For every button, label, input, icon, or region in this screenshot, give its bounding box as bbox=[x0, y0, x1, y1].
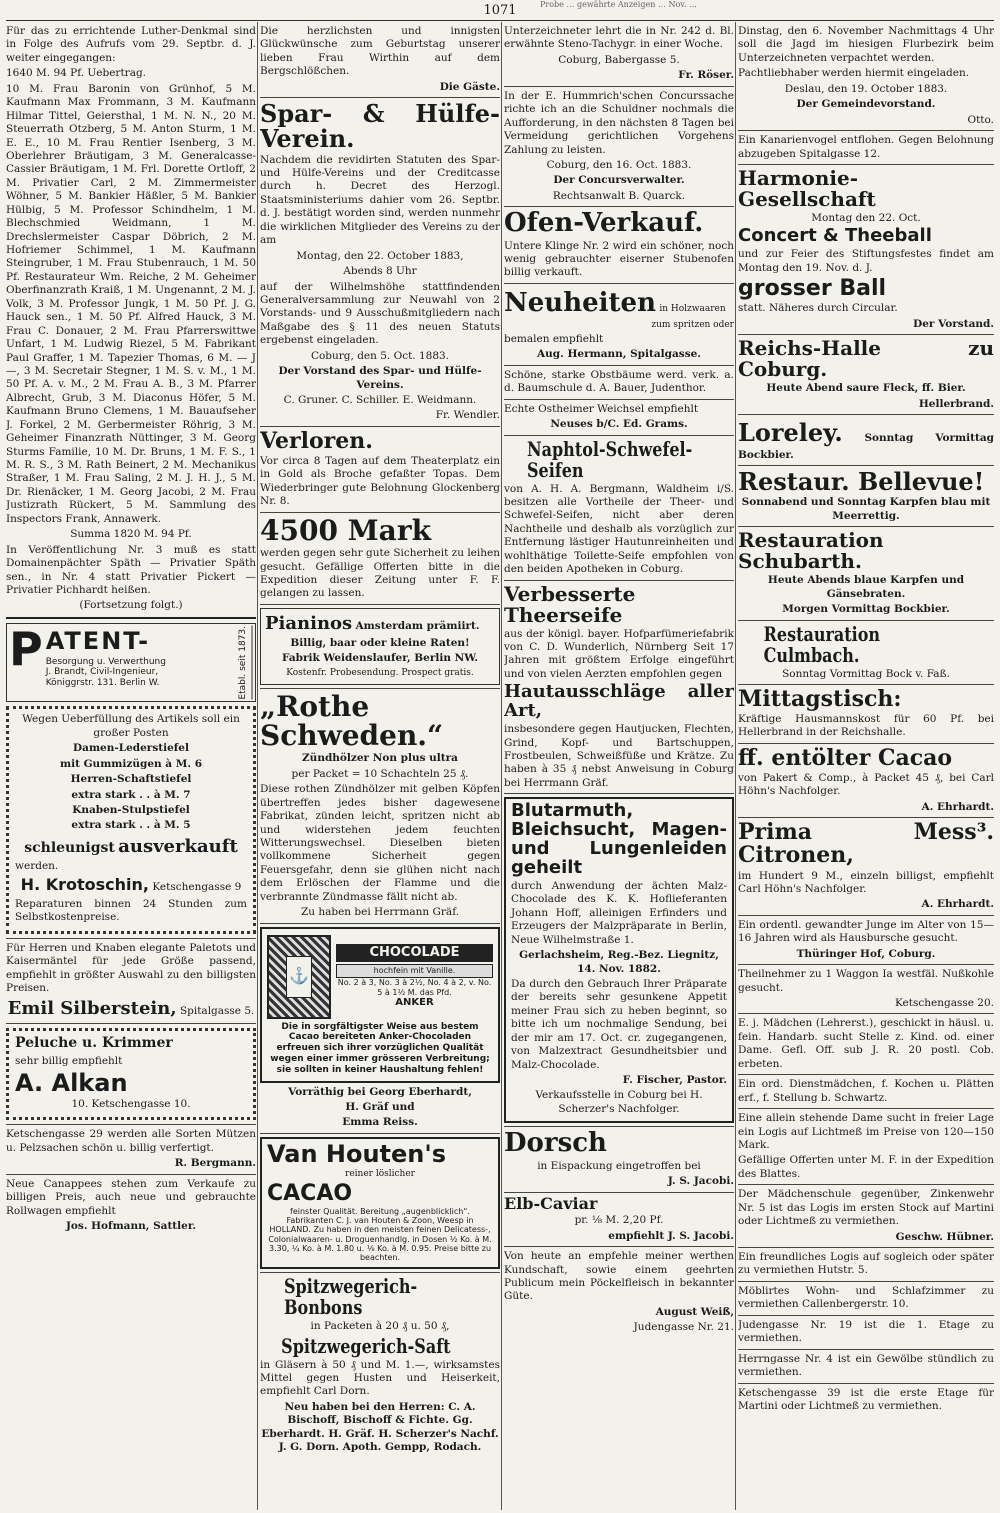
blutarmuth-ad bbox=[504, 797, 734, 1123]
anchor-logo bbox=[267, 935, 331, 1019]
theer-text: aus der königl. bayer. Hofparfümeriefabrik von C. D. Wunderlich, Nürnberg Seit 17 Jahren mit größtem Erfolge eingeführt und von vielen Aerzten empfohlen gegen bbox=[504, 627, 734, 680]
concurs-place: Coburg, den 16. Oct. 1883. bbox=[546, 158, 692, 171]
chocolade-ad bbox=[260, 927, 500, 1083]
haut-text: insbesondere gegen Hautjucken, Flechten, Grind, Kopf- und Bartschuppen, Frostbeulen, Schweißfüße und Krätze. Zu haben à 35 ₰ nebst Anweisung in Coburg bei Herrmann Gräf. bbox=[504, 723, 734, 789]
cacao-title: ff. entölter Cacao bbox=[738, 744, 953, 771]
patent-ad bbox=[6, 623, 256, 703]
citronen-title: Prima Mess³. Citronen, bbox=[738, 819, 994, 869]
mittagstisch-title: Mittagstisch: bbox=[738, 685, 902, 712]
verloren-title: Verloren. bbox=[260, 427, 373, 454]
verloren-text: Vor circa 8 Tagen auf dem Theaterplatz ein in Gold als Broche gefaßter Topas. Dem Wiederbringer gute Belohnung Glockenberg Nr. 8. bbox=[260, 454, 500, 508]
loreley-title: Loreley. bbox=[738, 417, 843, 447]
spar-text-2: auf der Wilhelmshöhe stattfindenden Generalversammlung zur Neuwahl von 2 Vorstands- und 9 Ausschußmitgliedern nach Maßgabe des § 11 des neuen Statuts ergebenst eingeladen. bbox=[260, 280, 500, 347]
piano-city: Amsterdam prämiirt. bbox=[355, 619, 480, 632]
divider bbox=[738, 164, 994, 165]
divider bbox=[738, 414, 994, 415]
cacao-name: A. Ehrhardt. bbox=[921, 800, 994, 813]
chocolade-brand: ANKER bbox=[395, 996, 434, 1008]
cacao-text: von Pakert & Comp., à Packet 45 ₰, bei Carl Höhn's Nachfolger. bbox=[738, 772, 994, 798]
divider bbox=[6, 617, 256, 619]
caviar-text: pr. ⅛ M. 2,20 Pf. bbox=[574, 1214, 664, 1227]
blutarmuth-place: Gerlachsheim, Reg.-Bez. Liegnitz, 14. Nov. 1882. bbox=[519, 949, 719, 975]
etage-text: Ketschengasse 39 ist die erste Etage für Martini oder Lichtmeß zu vermiethen. bbox=[738, 1386, 994, 1412]
krotoschin-repair: Reparaturen binnen 24 Stunden zum Selbstkostenpreise. bbox=[15, 897, 247, 924]
luther-sum-carry: 1640 M. 94 Pf. Uebertrag. bbox=[6, 67, 147, 80]
column-divider bbox=[257, 22, 258, 1510]
schweden-subtitle: Zündhölzer Non plus ultra bbox=[302, 752, 458, 765]
divider bbox=[260, 512, 500, 513]
weichsel-name: Neuses b/C. Ed. Grams. bbox=[550, 418, 688, 431]
top-rule bbox=[6, 20, 994, 21]
logis-text: Ein freundliches Logis auf sogleich oder später zu vermiethen Hutstr. 5. bbox=[738, 1251, 994, 1277]
krotoschin-intro: Wegen Ueberfüllung des Artikels soll ein großer Posten bbox=[22, 713, 240, 739]
spar-place: Coburg, den 5. Oct. 1883. bbox=[310, 349, 450, 362]
patent-line: Königgrstr. 131. Berlin W. bbox=[45, 678, 160, 689]
bergmann-text: Ketschengasse 29 werden alle Sorten Mützen u. Pelzsachen schön u. billig verfertigt. bbox=[6, 1128, 256, 1154]
culmbach-title: Restauration Culmbach. bbox=[763, 621, 881, 667]
divider bbox=[260, 97, 500, 98]
chocolade-title: CHOCOLADE bbox=[336, 944, 493, 963]
schubarth-text-2: Morgen Vormittag Bockbier. bbox=[782, 603, 950, 616]
van-houten-cacao: CACAO bbox=[267, 1180, 353, 1206]
harmonie-title: Harmonie-Gesellschaft bbox=[738, 165, 876, 211]
maedchen-text: E. j. Mädchen (Lehrerst.), geschickt in häusl. u. fein. Handarb. sucht Stelle z. Kind. od. einer Dame. Gefl. Off. sub J. R. 20 postl. Cob. erbeten. bbox=[738, 1017, 994, 1070]
spar-sign: Der Vorstand des Spar- und Hülfe-Vereins. bbox=[278, 365, 482, 391]
etage-text: Judengasse Nr. 19 ist die 1. Etage zu vermiethen. bbox=[738, 1318, 994, 1345]
spitz-list: Neu haben bei den Herren: C. A. Bischoff, Bischoff & Fichte. Gg. Eberhardt. H. Gräf. H. Scherzer's Nachf. J. G. Dorn. Apoth. Gempp, Rodach. bbox=[261, 1400, 499, 1454]
reichs-text: Heute Abend saure Fleck, ff. Bier. bbox=[766, 382, 966, 395]
krotoschin-item: extra stark . . à M. 5 bbox=[71, 819, 191, 832]
harmonie-date: Montag den 22. Oct. bbox=[811, 211, 921, 224]
steno-address: Coburg, Babergasse 5. bbox=[558, 53, 680, 66]
top-strip: Probe … gewährte Anzeigen … Nov. … bbox=[540, 0, 697, 9]
krotoschin-sale-word: schleunigst bbox=[24, 839, 115, 856]
divider bbox=[6, 1023, 256, 1024]
column-divider bbox=[501, 22, 502, 1510]
luther-correction: In Veröffentlichung Nr. 3 muß es statt Domainenpächter Späth — Privatier Späth sen., in Nr. 4 statt Privatier Pickert — Privatier Pichhardt heißen. bbox=[6, 543, 256, 596]
mittagstisch-text: Kräftige Hausmannskost für 60 Pf. bei Hellerbrand in der Reichshalle. bbox=[738, 713, 994, 739]
concurs-name: Rechtsanwalt B. Quarck. bbox=[552, 189, 686, 202]
caviar-title: Elb-Caviar bbox=[504, 1193, 598, 1213]
dorsch-name: J. S. Jacobi. bbox=[667, 1175, 734, 1188]
weichsel-text: Echte Ostheimer Weichsel empfiehlt bbox=[504, 402, 699, 415]
patent-established: Etabl. seit 1873. bbox=[236, 626, 253, 700]
blutarmuth-sign: F. Fischer, Pastor. bbox=[622, 1074, 727, 1087]
divider bbox=[738, 964, 994, 965]
divider bbox=[6, 938, 256, 939]
luther-intro: Für das zu errichtende Luther-Denkmal sind in Folge des Aufrufs vom 29. Septbr. d. J. weiter eingegangen: bbox=[6, 25, 256, 64]
bellevue-title: Restaur. Bellevue! bbox=[738, 467, 985, 497]
silberstein-text: Für Herren und Knaben elegante Paletots und Kaisermäntel für jede Größe passend, empfiehlt in größter Auswahl zu den billigsten Preisen. bbox=[6, 941, 256, 994]
divider bbox=[504, 580, 734, 581]
divider bbox=[260, 604, 500, 605]
column-3 bbox=[504, 25, 734, 1511]
krotoschin-item: extra stark . . à M. 7 bbox=[71, 788, 191, 801]
jagd-name: Otto. bbox=[967, 113, 994, 126]
van-houten-ad bbox=[260, 1137, 500, 1269]
haut-title: Hautausschläge aller Art, bbox=[504, 681, 734, 722]
harmonie-text-2: statt. Näheres durch Circular. bbox=[738, 302, 898, 315]
ofen-title: Ofen-Verkauf. bbox=[504, 208, 704, 239]
obst-text: Schöne, starke Obstbäume werd. verk. a. d. Baumschule d. A. Bauer, Judenthor. bbox=[504, 368, 734, 395]
dorsch-text: in Eispackung eingetroffen bei bbox=[537, 1159, 701, 1172]
divider bbox=[738, 1013, 994, 1014]
divider bbox=[738, 1247, 994, 1248]
patent-line: Besorgung u. Verwerthung bbox=[45, 656, 166, 667]
divider bbox=[504, 86, 734, 87]
alkan-line: Peluche u. Krimmer bbox=[15, 1035, 173, 1052]
van-houten-text: feinster Qualität. Bereitung „augenblicklich“. Fabrikanten C. J. van Houten & Zoon, Weesp in HOLLAND. Zu haben in den meisten feinen Delicatess-, Colonialwaaren- u. Droguenhandlg. in Dosen ½ Ko. à M. 3.30, ¼ Ko. à M. 1.80 u. ⅛ Ko. à M. 0.95. Preise bitte zu beachten. bbox=[268, 1206, 492, 1262]
divider bbox=[504, 1192, 734, 1193]
weiss-text: Von heute an empfehle meiner werthen Kundschaft, sowie einem geehrten Publicum mein Pöckelfleisch in bekannter Güte. bbox=[504, 1250, 734, 1303]
spar-text: Nachdem die revidirten Statuten des Spar- und Hülfe-Vereins und der Creditcasse durch h. Decret des Herzogl. Staatsministeriums dahier vom 26. Septbr. d. J. bestätigt worden sind, werden nunmehr die wirklichen Mitglieder des Vereins zu der am bbox=[260, 153, 500, 247]
alkan-ad bbox=[6, 1028, 256, 1120]
jagd-text-2: Pachtliebhaber werden hiermit eingeladen. bbox=[738, 67, 970, 80]
divider bbox=[504, 1126, 734, 1127]
zimmer-text: Möblirtes Wohn- und Schlafzimmer zu vermiethen Callenbergerstr. 10. bbox=[738, 1284, 994, 1311]
divider bbox=[504, 206, 734, 207]
theilnehmer-text: Theilnehmer zu 1 Waggon Ia westfäl. Nußkohle gesucht. bbox=[738, 968, 994, 994]
citronen-text: im Hundert 9 M., einzeln billigst, empfiehlt Carl Höhn's Nachfolger. bbox=[738, 869, 994, 895]
divider bbox=[738, 465, 994, 466]
neuheiten-text: bemalen empfiehlt bbox=[504, 332, 604, 345]
page-number: 1071 bbox=[483, 3, 517, 18]
chocolade-subtitle: hochfein mit Vanille. bbox=[336, 964, 493, 978]
steno-text: Unterzeichneter lehrt die in Nr. 242 d. Bl. erwähnte Steno-Tachygr. in einer Woche. bbox=[504, 25, 734, 51]
spar-time: Abends 8 Uhr bbox=[343, 265, 417, 278]
logis-name: Geschw. Hübner. bbox=[895, 1230, 994, 1243]
blutarmuth-title: Blutarmuth, Bleichsucht, Magen- und Lungenleiden geheilt bbox=[511, 800, 727, 878]
hofmann-text: Neue Canappees stehen zum Verkaufe zu billigen Preis, auch neue und gebrauchte Rollwagen empfiehlt bbox=[6, 1177, 256, 1217]
chocolade-sold: Vorräthig bei Georg Eberhardt, bbox=[288, 1085, 472, 1098]
luther-sum-total: Summa 1820 M. 94 Pf. bbox=[70, 528, 192, 541]
divider bbox=[6, 1174, 256, 1175]
mark-title: 4500 Mark bbox=[260, 513, 431, 547]
schweden-price: per Packet = 10 Schachteln 25 ₰. bbox=[291, 767, 469, 780]
krotoschin-item: Herren-Schaftstiefel bbox=[70, 773, 192, 786]
silberstein-name: Emil Silberstein, bbox=[7, 998, 177, 1020]
culmbach-text: Sonntag Vormittag Bock v. Faß. bbox=[782, 667, 950, 680]
naphtol-title: Naphtol-Schwefel-Seifen bbox=[527, 436, 693, 482]
spitz-text: in Gläsern à 50 ₰ und M. 1.—, wirksamstes Mittel gegen Husten und Heiserkeit, empfiehlt Carl Dorn. bbox=[260, 1358, 500, 1398]
logis-text-2: Gefällige Offerten unter M. F. in der Expedition des Blattes. bbox=[738, 1154, 994, 1180]
logis-text: Der Mädchenschule gegenüber, Zinkenwehr Nr. 5 ist das Logis im ersten Stock auf Martini oder Lichtmeß zu vermiethen. bbox=[738, 1188, 994, 1228]
neuheiten-name: Aug. Hermann, Spitalgasse. bbox=[537, 348, 701, 361]
chocolade-numbers: No. 2 à 3, No. 3 à 2½, No. 4 à 2, v. No. 5 à 1½ M. das Pfd. bbox=[337, 978, 492, 997]
piano-title: Pianinos bbox=[265, 612, 353, 634]
luther-donor-list: 10 M. Frau Baronin von Grünhof, 5 M. Kaufmann Max Frommann, 3 M. Kaufmann Hilmar Tittel, Geiersthal, 1 M. N. N., 20 M. Steuerrath Otzberg, 5 M. Anton Sturm, 1 M. E. E., 10 M. Frau Rentier Isenberg, 3 M. Oberlehrer Bräutigam, 3 M. Generalcasse-Cassier Bräutigam, 1 M. Frl. Dorette Ortloff, 2 M. Privatier Carl, 2 M. Zimmermeister Wöhner, 5 M. Bankier Häßler, 5 M. Bankier Hülbig, 5 M. Professor Schindhelm, 1 M. Blechschmied Weidmann, 1 M. Drechslermeister Caspar Döbrich, 2 M. Hofriemer Schimmel, 1 M. Kaufmann Steingruber, 1 M. Frau Stubenrauch, 1 M. 50 Pf. Restaurateur Wm. Reiche, 2 M. Geheimer Oberfinanzrath Kraiß, 1 M. Ungenannt, 2 M. J. Volk, 3 M. Professor Jungk, 1 M. 50 Pf. J. G. Hauck sen., 1 M. 50 Pf. Alfred Hauck, 3 M. Frau C. Donauer, 2 M. Frau Pfarrerswittwe Unfart, 1 M. Ludwig Riezel, 5 M. Fabrikant Paul Graffer, 1 M. Tapezier Thomas, 6 M. — J —, 3 M. Secretair Stegner, 1 M. S. v. M., 1 M. 50 Pf. A. v. M., 2 M. Frau A. B., 3 M. Pfarrer Albrecht, Grub, 3 M. Diaconus Höfer, 5 M. Kaufmann Bruno Clemens, 1 M. Bauaufseher J. Forkel, 2 M. Gerbermeister Röhrig, 3 M. Geheimer Finanzrath Nüttinger, 3 M. Georg Sturms Familie, 10 M. Dr. Bruns, 1 M. F. S., 1 M. R. S., 3 M. Rath Beinert, 2 M. Mechanikus Straßer, 1 M. Frau Saling, 2 M. J. H. J., 5 M. Dr. Rienäcker, 1 M. Georg Jacobi, 2 M. Frau Justizrath Rückert, 5 M. Sammlung des Inspectors Frank, Annawerk. bbox=[6, 82, 256, 525]
patent-word: ATENT- bbox=[45, 626, 151, 655]
krotoschin-ad bbox=[6, 706, 256, 933]
harmonie-ball: grosser Ball bbox=[738, 276, 887, 302]
spar-title: Spar- & Hülfe-Verein. bbox=[260, 99, 500, 154]
divider bbox=[504, 283, 734, 284]
schubarth-text: Heute Abends blaue Karpfen und Gänsebraten. bbox=[767, 574, 965, 600]
spar-date: Montag, den 22. October 1883, bbox=[296, 249, 464, 262]
weiss-name: August Weiß, bbox=[655, 1305, 734, 1318]
divider bbox=[738, 684, 994, 685]
loreley-text: Sonntag Vormittag Bockbier. bbox=[738, 431, 994, 461]
divider bbox=[504, 435, 734, 436]
divider bbox=[738, 743, 994, 744]
schweden-text: Diese rothen Zündhölzer mit gelben Köpfen übertreffen jedes bisher dagewesene Fabrikat, zünden leicht, spritzen nicht ab und widerstehen jedem feuchten Witterungswechsel. Dieselben bieten vollkommene Sicherheit gegen Feuersgefahr, denn sie glühen nicht nach dem Erlöschen der Flamme und die verbrannte Zündmasse fällt nicht ab. bbox=[260, 783, 500, 903]
divider bbox=[738, 1315, 994, 1316]
spar-names: Fr. Wendler. bbox=[435, 409, 500, 422]
column-2 bbox=[260, 25, 500, 1511]
divider bbox=[260, 923, 500, 924]
krotoschin-item: Damen-Lederstiefel bbox=[73, 742, 189, 755]
van-houten-subtitle: reiner löslicher bbox=[345, 1169, 415, 1180]
dienstmaedchen-text: Ein ord. Dienstmädchen, f. Kochen u. Plätten erf., f. Stellung b. Schwartz. bbox=[738, 1078, 994, 1104]
divider bbox=[504, 365, 734, 366]
harmonie-text: und zur Feier des Stiftungsfestes findet am Montag den 19. Nov. d. J. bbox=[738, 248, 994, 274]
piano-line: Fabrik Weidenslaufer, Berlin NW. bbox=[281, 652, 479, 665]
bellevue-text: Sonnabend und Sonntag Karpfen blau mit Meerrettig. bbox=[741, 496, 991, 522]
hofmann-name: Jos. Hofmann, Sattler. bbox=[65, 1220, 197, 1233]
logis-text: Eine allein stehende Dame sucht in freier Lage ein Logis auf Lichtmeß im Preise von 120—150 Mark. bbox=[738, 1112, 994, 1151]
divider bbox=[504, 1246, 734, 1247]
divider bbox=[738, 620, 994, 621]
divider bbox=[6, 1124, 256, 1125]
krotoschin-item: Knaben-Stulpstiefel bbox=[72, 803, 190, 816]
spitz-title-2: Spitzwegerich-Saft bbox=[281, 1333, 451, 1358]
patent-logo: P bbox=[9, 621, 43, 676]
divider bbox=[260, 1133, 500, 1134]
weiss-address: Judengasse Nr. 21. bbox=[633, 1321, 734, 1334]
jagd-place: Deslau, den 19. October 1883. bbox=[784, 82, 948, 95]
schweden-title: „Rothe Schweden.“ bbox=[260, 689, 444, 752]
blutarmuth-text: durch Anwendung der ächten Malz-Chocolade des K. K. Hoflieferanten Johann Hoff, alleinigen Erfinders und Erzeugers der Malzpräparate in Berlin, Neue Wilhelmstraße 1. bbox=[511, 879, 727, 946]
van-houten-title: Van Houten's bbox=[267, 1139, 447, 1168]
silberstein-address: Spitalgasse 5. bbox=[179, 1005, 255, 1018]
concurs-text: In der E. Hummrich'schen Concurssache richte ich an die Schuldner nochmals die Aufforderung, in den nächsten 8 Tagen bei Vermeidung gerichtlichen Vorgehens Zahlung zu leisten. bbox=[504, 89, 734, 156]
spitz-title: Spitzwegerich-Bonbons bbox=[284, 1274, 418, 1320]
naphtol-text: von A. H. A. Bergmann, Waldheim i/S. besitzen alle Vortheile der Theer- und Schwefel-Seifen, nicht aber deren Nachtheile und deshalb als vorzüglich zur Entfernung lästiger Hautunreinheiten und wohlthätige Toilette-Seife empfohlen von den beiden Apotheken in Coburg. bbox=[504, 482, 734, 576]
krotoschin-name: H. Krotoschin, bbox=[20, 875, 149, 895]
divider bbox=[738, 334, 994, 335]
anchor-icon: ⚓ bbox=[286, 956, 312, 998]
bergmann-name: R. Bergmann. bbox=[174, 1157, 256, 1170]
alkan-name: A. Alkan bbox=[15, 1068, 128, 1097]
caviar-name: empfiehlt J. S. Jacobi. bbox=[608, 1229, 734, 1242]
divider bbox=[738, 817, 994, 818]
krotoschin-werden: werden. bbox=[15, 859, 59, 872]
krotoschin-address: Ketschengasse 9 bbox=[152, 881, 242, 894]
divider bbox=[738, 1184, 994, 1185]
wishes-text: Die herzlichsten und innigsten Glückwünsche zum Geburtstag unserer lieben Frau Wirthin auf dem Bergschlößchen. bbox=[260, 25, 500, 78]
patent-line: J. Brandt, Civil-Ingenieur, bbox=[45, 667, 159, 678]
jagd-text: Dinstag, den 6. November Nachmittags 4 Uhr soll die Jagd im hiesigen Flurbezirk beim Unterzeichneten verpachtet werden. bbox=[738, 25, 994, 64]
krotoschin-sale-word: ausverkauft bbox=[118, 835, 238, 857]
concurs-sign: Der Concursverwalter. bbox=[553, 174, 685, 187]
divider bbox=[738, 1349, 994, 1350]
steno-name: Fr. Röser. bbox=[678, 69, 734, 82]
divider bbox=[738, 1108, 994, 1109]
blutarmuth-sold: Verkaufsstelle in Coburg bei H. Scherzer's Nachfolger. bbox=[535, 1089, 703, 1115]
wishes-sign: Die Gäste. bbox=[439, 80, 500, 93]
divider bbox=[260, 1272, 500, 1273]
column-4 bbox=[738, 25, 994, 1511]
schubarth-title: Restauration Schubarth. bbox=[738, 528, 884, 574]
neuheiten-side: zum spritzen oder bbox=[651, 320, 734, 331]
harmonie-concert: Concert & Theeball bbox=[738, 225, 932, 247]
neuheiten-side: in Holzwaaren bbox=[659, 303, 726, 314]
spar-names: C. Gruner. C. Schiller. E. Weidmann. bbox=[283, 394, 477, 406]
chocolade-text: Die in sorgfältigster Weise aus bestem Cacao bereiteten Anker-Chocoladen erfreuen sich ihrer vorzüglichen Qualität wegen einer immer grösseren Verbreitung; sie sollten in keiner Haushaltung fehlen! bbox=[270, 1021, 490, 1075]
divider bbox=[504, 793, 734, 794]
luther-continued: (Fortsetzung folgt.) bbox=[79, 599, 183, 612]
junge-name: Thüringer Hof, Coburg. bbox=[796, 947, 936, 960]
divider bbox=[260, 426, 500, 427]
column-divider bbox=[735, 22, 736, 1510]
blutarmuth-letter: Da durch den Gebrauch Ihrer Präparate der bereits sehr gesunkene Appetit meiner Frau sich zu heben beginnt, so bitte ich um nochmalige Sendung, bei der mir am 17. Oct. cr. zugegangenen, von Malzextract Gesundheitsbier und Malz-Chocolade. bbox=[511, 977, 727, 1071]
harmonie-sign: Der Vorstand. bbox=[913, 317, 994, 330]
krotoschin-item: mit Gummizügen à M. 6 bbox=[59, 757, 203, 770]
divider bbox=[504, 399, 734, 400]
spitz-line: in Packeten à 20 ₰ u. 50 ₰, bbox=[310, 1320, 450, 1333]
theer-title: Verbesserte Theerseife bbox=[504, 581, 636, 627]
divider bbox=[738, 130, 994, 131]
divider bbox=[738, 915, 994, 916]
divider bbox=[260, 688, 500, 689]
ofen-text: Untere Klinge Nr. 2 wird ein schöner, noch wenig gebrauchter eiserner Stubenofen billig verkauft. bbox=[504, 239, 734, 279]
jagd-sign: Der Gemeindevorstand. bbox=[796, 98, 936, 111]
alkan-line: sehr billig empfiehlt bbox=[15, 1055, 123, 1068]
mark-text: werden gegen sehr gute Sicherheit zu leihen gesucht. Gefällige Offerten bitte in die Expedition dieser Zeitung unter F. F. gelangen zu lassen. bbox=[260, 547, 500, 600]
chocolade-sold: H. Gräf und bbox=[345, 1101, 415, 1114]
junge-text: Ein ordentl. gewandter Junge im Alter von 15—16 Jahren wird als Hausbursche gesucht. bbox=[738, 918, 994, 945]
schweden-sold: Zu haben bei Herrmann Gräf. bbox=[300, 906, 460, 919]
citronen-name: A. Ehrhardt. bbox=[921, 898, 994, 911]
piano-line: Billig, baar oder kleine Raten! bbox=[290, 636, 470, 649]
chocolade-sold: Emma Reiss. bbox=[342, 1116, 418, 1129]
piano-line: Kostenfr. Probesendung. Prospect gratis. bbox=[286, 667, 474, 678]
alkan-address: 10. Ketschengasse 10. bbox=[71, 1097, 191, 1110]
neuheiten-title: Neuheiten bbox=[504, 287, 656, 318]
divider bbox=[738, 526, 994, 527]
vogel-text: Ein Kanarienvogel entflohen. Gegen Belohnung abzugeben Spitalgasse 12. bbox=[738, 134, 994, 160]
reichs-title: Reichs-Halle zu Coburg. bbox=[738, 336, 994, 382]
divider bbox=[738, 1383, 994, 1384]
dorsch-title: Dorsch bbox=[504, 1128, 607, 1159]
piano-ad bbox=[260, 608, 500, 685]
divider bbox=[738, 1074, 994, 1075]
divider bbox=[738, 1281, 994, 1282]
theilnehmer-address: Ketschengasse 20. bbox=[894, 997, 994, 1010]
gewoelbe-text: Herrngasse Nr. 4 ist ein Gewölbe stündlich zu vermiethen. bbox=[738, 1352, 994, 1379]
column-1 bbox=[6, 25, 256, 1511]
reichs-name: Hellerbrand. bbox=[918, 397, 994, 410]
